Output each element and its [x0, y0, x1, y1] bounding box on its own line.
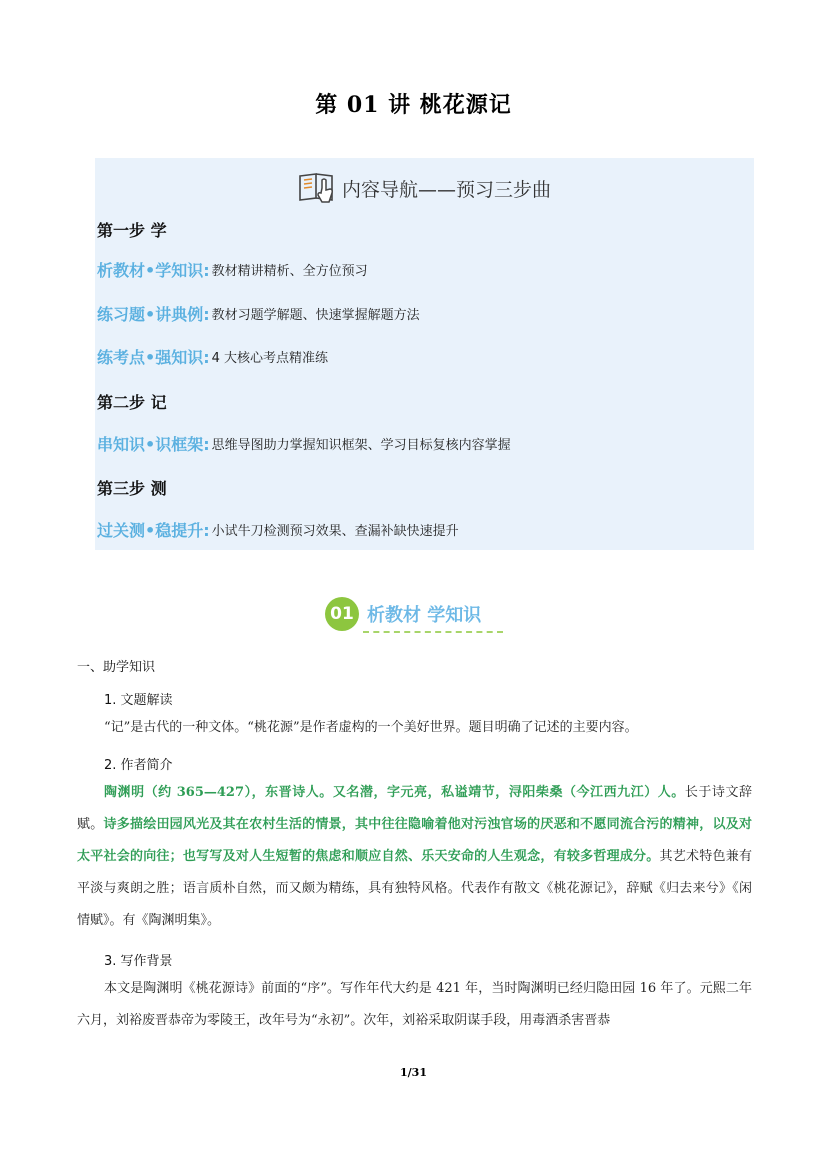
author-highlight-2: 诗多描绘田园风光及其在农村生活的情景，其中往往隐喻着他对污浊官场的厌恶和不愿同流合污的精神，以及对太平社会的向往；也写写及对人生短暂的焦虑和顺应自然、乐天安命的人生观念，有较多哲理成分。 [77, 817, 752, 864]
nav-row-text: 教材精讲精析、全方位预习 [211, 264, 368, 279]
nav-row-test-points [97, 345, 328, 368]
section-number: 01 [325, 597, 359, 631]
nav-row-text: 思维导图助力掌握知识框架、学习目标复核内容掌握 [211, 438, 511, 453]
nav-row-checkpoint [97, 518, 459, 541]
page-number: 1/31 [400, 1066, 427, 1079]
heading-title-interpretation: 1. 文题解读 [104, 693, 173, 708]
nav-row-practice [97, 302, 420, 325]
nav-row-label: 析教材•学知识: [97, 261, 210, 280]
nav-header [95, 168, 754, 208]
content-navigation-box [95, 158, 754, 550]
section-badge [325, 596, 505, 636]
nav-row-label: 练习题•讲典例: [97, 305, 210, 324]
heading-study-knowledge: 一、助学知识 [77, 660, 156, 675]
nav-row-analyze [97, 258, 368, 281]
section-divider [363, 631, 503, 633]
heading-author-intro: 2. 作者简介 [104, 758, 173, 773]
paragraph-writing-background: 本文是陶渊明《桃花源诗》前面的“序”。写作年代大约是 421 年，当时陶渊明已经归隐田园 16 年了。元熙二年六月，刘裕废晋恭帝为零陵王，改年号为“永初”。次年，刘裕采取阴谋手段，用毒酒杀害晋恭 [77, 981, 752, 1028]
step-two: 第二步 记 [97, 393, 167, 412]
nav-row-label: 串知识•识框架: [97, 435, 210, 454]
nav-row-text: 4 大核心考点精准练 [211, 351, 329, 366]
author-plain-2: 其艺术特色兼有平淡与爽朗之胜；语言质朴自然，而又颇为精练，具有独特风格。代表作有散文《桃花源记》，辞赋《归去来兮》《闲情赋》。有《陶渊明集》。 [77, 849, 752, 928]
nav-row-text: 教材习题学解题、快速掌握解题方法 [211, 308, 420, 323]
book-hand-icon [298, 170, 338, 206]
nav-row-label: 过关测•稳提升: [97, 521, 210, 540]
nav-row-label: 练考点•强知识: [97, 348, 210, 367]
author-plain: 长于诗文辞赋。 [77, 785, 752, 832]
section-title: 析教材 学知识 [367, 605, 482, 626]
step-three: 第三步 测 [97, 479, 167, 498]
paragraph-title-interpretation: “记”是古代的一种文体。“桃花源”是作者虚构的一个美好世界。题目明确了记述的主要内容。 [104, 720, 638, 735]
step-one: 第一步 学 [97, 221, 167, 240]
paragraph-author-intro [77, 777, 752, 937]
author-highlight: 陶渊明（约 365—427），东晋诗人。又名潜，字元亮，私谥靖节，浔阳柴桑（今江西九江）人。 [104, 785, 685, 800]
heading-writing-background: 3. 写作背景 [104, 954, 173, 969]
nav-row-framework [97, 432, 511, 455]
nav-row-text: 小试牛刀检测预习效果、查漏补缺快速提升 [211, 524, 459, 539]
page-title: 第 01 讲 桃花源记 [315, 92, 512, 118]
nav-header-text: 内容导航——预习三步曲 [341, 178, 551, 201]
